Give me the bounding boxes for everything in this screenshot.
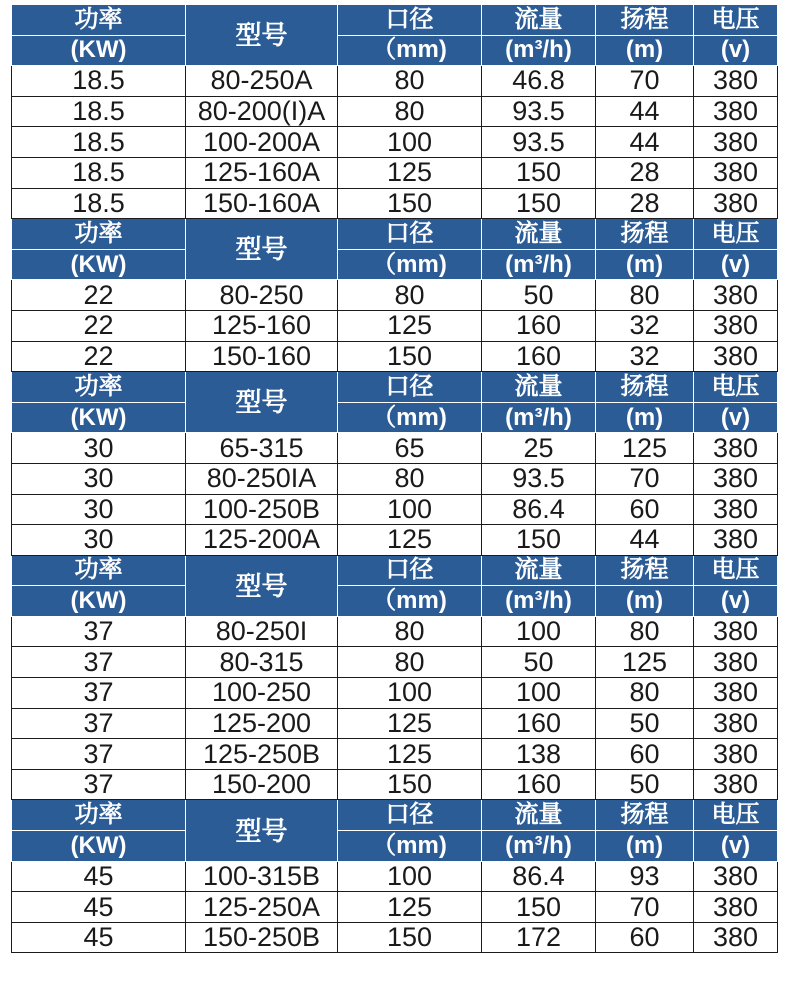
power-header-label: 功率 — [12, 372, 186, 403]
voltage-cell: 380 — [694, 341, 778, 372]
diameter-header-unit: （mm) — [338, 586, 482, 617]
table-row — [12, 892, 778, 923]
power-header-unit: (KW) — [12, 249, 186, 280]
diameter-cell: 80 — [338, 66, 482, 97]
flow-header-unit: (m³/h) — [482, 249, 596, 280]
model-cell: 100-200A — [186, 127, 338, 158]
head-cell: 80 — [596, 280, 694, 311]
power-cell: 37 — [12, 678, 186, 709]
power-header-label: 功率 — [12, 219, 186, 250]
flow-cell: 25 — [482, 433, 596, 464]
head-cell: 60 — [596, 922, 694, 953]
power-cell: 18.5 — [12, 66, 186, 97]
head-cell: 44 — [596, 96, 694, 127]
flow-cell: 150 — [482, 157, 596, 188]
header-row — [12, 219, 778, 250]
diameter-cell: 125 — [338, 310, 482, 341]
head-cell: 70 — [596, 463, 694, 494]
diameter-cell: 125 — [338, 739, 482, 770]
power-cell: 18.5 — [12, 188, 186, 219]
model-cell: 80-250IA — [186, 463, 338, 494]
power-cell: 18.5 — [12, 157, 186, 188]
voltage-cell: 380 — [694, 310, 778, 341]
power-header-unit: (KW) — [12, 35, 186, 66]
table-row — [12, 433, 778, 464]
header-row-units — [12, 249, 778, 280]
flow-cell: 150 — [482, 525, 596, 556]
power-cell: 37 — [12, 616, 186, 647]
table-row — [12, 647, 778, 678]
power-header-unit: (KW) — [12, 831, 186, 862]
voltage-header-unit: (v) — [694, 35, 778, 66]
power-cell: 37 — [12, 647, 186, 678]
table-row — [12, 280, 778, 311]
head-header-unit: (m) — [596, 586, 694, 617]
head-header-label: 扬程 — [596, 5, 694, 36]
table-row — [12, 96, 778, 127]
voltage-cell: 380 — [694, 96, 778, 127]
head-header-unit: (m) — [596, 402, 694, 433]
power-cell: 45 — [12, 922, 186, 953]
header-row-units — [12, 35, 778, 66]
voltage-header-label: 电压 — [694, 372, 778, 403]
table-row — [12, 310, 778, 341]
power-header-unit: (KW) — [12, 402, 186, 433]
head-header-unit: (m) — [596, 35, 694, 66]
head-cell: 80 — [596, 678, 694, 709]
table-row — [12, 188, 778, 219]
power-cell: 30 — [12, 433, 186, 464]
flow-cell: 100 — [482, 616, 596, 647]
table-row — [12, 922, 778, 953]
model-cell: 100-315B — [186, 861, 338, 892]
head-cell: 44 — [596, 525, 694, 556]
flow-header-label: 流量 — [482, 219, 596, 250]
diameter-header-unit: （mm) — [338, 249, 482, 280]
power-header-unit: (KW) — [12, 586, 186, 617]
power-cell: 37 — [12, 739, 186, 770]
diameter-cell: 100 — [338, 678, 482, 709]
flow-cell: 46.8 — [482, 66, 596, 97]
table-row — [12, 127, 778, 158]
flow-cell: 160 — [482, 708, 596, 739]
diameter-cell: 80 — [338, 280, 482, 311]
table-row — [12, 708, 778, 739]
voltage-header-label: 电压 — [694, 219, 778, 250]
flow-header-unit: (m³/h) — [482, 35, 596, 66]
diameter-cell: 80 — [338, 616, 482, 647]
voltage-cell: 380 — [694, 66, 778, 97]
header-row — [12, 5, 778, 36]
model-cell: 80-200(I)A — [186, 96, 338, 127]
voltage-cell: 380 — [694, 127, 778, 158]
voltage-cell: 380 — [694, 739, 778, 770]
head-header-unit: (m) — [596, 249, 694, 280]
model-cell: 65-315 — [186, 433, 338, 464]
power-cell: 37 — [12, 769, 186, 800]
header-row-units — [12, 586, 778, 617]
model-cell: 80-250 — [186, 280, 338, 311]
diameter-header-label: 口径 — [338, 372, 482, 403]
model-header: 型号 — [186, 219, 338, 280]
table-row — [12, 769, 778, 800]
flow-cell: 150 — [482, 188, 596, 219]
voltage-cell: 380 — [694, 647, 778, 678]
voltage-cell: 380 — [694, 678, 778, 709]
flow-cell: 93.5 — [482, 463, 596, 494]
voltage-header-unit: (v) — [694, 586, 778, 617]
flow-cell: 93.5 — [482, 96, 596, 127]
flow-cell: 50 — [482, 647, 596, 678]
diameter-cell: 150 — [338, 341, 482, 372]
head-cell: 80 — [596, 616, 694, 647]
head-header-label: 扬程 — [596, 219, 694, 250]
flow-header-unit: (m³/h) — [482, 402, 596, 433]
power-cell: 30 — [12, 494, 186, 525]
power-header-label: 功率 — [12, 555, 186, 586]
model-header: 型号 — [186, 555, 338, 616]
voltage-header-unit: (v) — [694, 402, 778, 433]
diameter-cell: 100 — [338, 127, 482, 158]
model-cell: 125-160 — [186, 310, 338, 341]
head-header-label: 扬程 — [596, 555, 694, 586]
model-cell: 80-250I — [186, 616, 338, 647]
flow-header-label: 流量 — [482, 555, 596, 586]
power-header-label: 功率 — [12, 5, 186, 36]
flow-cell: 86.4 — [482, 861, 596, 892]
model-cell: 100-250 — [186, 678, 338, 709]
voltage-cell: 380 — [694, 525, 778, 556]
diameter-header-unit: （mm) — [338, 831, 482, 862]
table-row — [12, 678, 778, 709]
voltage-cell: 380 — [694, 861, 778, 892]
voltage-cell: 380 — [694, 708, 778, 739]
head-cell: 32 — [596, 310, 694, 341]
flow-cell: 138 — [482, 739, 596, 770]
diameter-header-label: 口径 — [338, 219, 482, 250]
flow-cell: 160 — [482, 341, 596, 372]
diameter-header-label: 口径 — [338, 5, 482, 36]
model-cell: 125-200A — [186, 525, 338, 556]
power-cell: 45 — [12, 892, 186, 923]
pump-spec-table — [11, 4, 778, 953]
table-row — [12, 463, 778, 494]
header-row-units — [12, 831, 778, 862]
table-row — [12, 861, 778, 892]
flow-cell: 160 — [482, 769, 596, 800]
voltage-header-label: 电压 — [694, 800, 778, 831]
head-cell: 32 — [596, 341, 694, 372]
model-cell: 125-250B — [186, 739, 338, 770]
model-cell: 100-250B — [186, 494, 338, 525]
head-cell: 50 — [596, 769, 694, 800]
diameter-cell: 150 — [338, 188, 482, 219]
head-cell: 50 — [596, 708, 694, 739]
voltage-header-label: 电压 — [694, 5, 778, 36]
voltage-cell: 380 — [694, 769, 778, 800]
diameter-cell: 150 — [338, 922, 482, 953]
header-row — [12, 800, 778, 831]
head-cell: 44 — [596, 127, 694, 158]
model-header: 型号 — [186, 800, 338, 861]
flow-header-label: 流量 — [482, 372, 596, 403]
flow-header-unit: (m³/h) — [482, 831, 596, 862]
model-cell: 125-200 — [186, 708, 338, 739]
head-cell: 70 — [596, 66, 694, 97]
model-header: 型号 — [186, 5, 338, 66]
table-row — [12, 739, 778, 770]
model-header: 型号 — [186, 372, 338, 433]
power-header-label: 功率 — [12, 800, 186, 831]
model-cell: 125-250A — [186, 892, 338, 923]
diameter-header-unit: （mm) — [338, 402, 482, 433]
diameter-cell: 80 — [338, 463, 482, 494]
model-cell: 150-200 — [186, 769, 338, 800]
header-row-units — [12, 402, 778, 433]
head-cell: 93 — [596, 861, 694, 892]
table-row — [12, 66, 778, 97]
model-cell: 80-250A — [186, 66, 338, 97]
head-cell: 125 — [596, 647, 694, 678]
flow-cell: 160 — [482, 310, 596, 341]
power-cell: 22 — [12, 280, 186, 311]
diameter-cell: 80 — [338, 647, 482, 678]
power-cell: 18.5 — [12, 96, 186, 127]
voltage-cell: 380 — [694, 892, 778, 923]
power-cell: 30 — [12, 463, 186, 494]
diameter-cell: 150 — [338, 769, 482, 800]
head-cell: 125 — [596, 433, 694, 464]
flow-cell: 50 — [482, 280, 596, 311]
power-cell: 30 — [12, 525, 186, 556]
voltage-cell: 380 — [694, 157, 778, 188]
head-header-label: 扬程 — [596, 800, 694, 831]
voltage-cell: 380 — [694, 463, 778, 494]
diameter-cell: 125 — [338, 525, 482, 556]
header-row — [12, 555, 778, 586]
power-cell: 18.5 — [12, 127, 186, 158]
diameter-header-label: 口径 — [338, 800, 482, 831]
flow-header-unit: (m³/h) — [482, 586, 596, 617]
model-cell: 125-160A — [186, 157, 338, 188]
table-row — [12, 525, 778, 556]
model-cell: 150-160 — [186, 341, 338, 372]
model-cell: 80-315 — [186, 647, 338, 678]
voltage-header-unit: (v) — [694, 831, 778, 862]
voltage-cell: 380 — [694, 433, 778, 464]
diameter-header-label: 口径 — [338, 555, 482, 586]
power-cell: 37 — [12, 708, 186, 739]
head-cell: 28 — [596, 157, 694, 188]
table-row — [12, 616, 778, 647]
table-row — [12, 494, 778, 525]
head-cell: 60 — [596, 494, 694, 525]
flow-header-label: 流量 — [482, 800, 596, 831]
voltage-cell: 380 — [694, 188, 778, 219]
diameter-header-unit: （mm) — [338, 35, 482, 66]
voltage-header-label: 电压 — [694, 555, 778, 586]
voltage-cell: 380 — [694, 494, 778, 525]
model-cell: 150-250B — [186, 922, 338, 953]
diameter-cell: 80 — [338, 96, 482, 127]
head-cell: 60 — [596, 739, 694, 770]
model-cell: 150-160A — [186, 188, 338, 219]
power-cell: 45 — [12, 861, 186, 892]
head-header-unit: (m) — [596, 831, 694, 862]
table-row — [12, 157, 778, 188]
head-header-label: 扬程 — [596, 372, 694, 403]
header-row — [12, 372, 778, 403]
power-cell: 22 — [12, 341, 186, 372]
voltage-cell: 380 — [694, 616, 778, 647]
flow-cell: 93.5 — [482, 127, 596, 158]
diameter-cell: 65 — [338, 433, 482, 464]
diameter-cell: 125 — [338, 708, 482, 739]
flow-cell: 172 — [482, 922, 596, 953]
head-cell: 28 — [596, 188, 694, 219]
voltage-cell: 380 — [694, 280, 778, 311]
diameter-cell: 100 — [338, 861, 482, 892]
flow-cell: 86.4 — [482, 494, 596, 525]
flow-cell: 100 — [482, 678, 596, 709]
voltage-cell: 380 — [694, 922, 778, 953]
head-cell: 70 — [596, 892, 694, 923]
power-cell: 22 — [12, 310, 186, 341]
flow-cell: 150 — [482, 892, 596, 923]
diameter-cell: 125 — [338, 892, 482, 923]
table-row — [12, 341, 778, 372]
voltage-header-unit: (v) — [694, 249, 778, 280]
flow-header-label: 流量 — [482, 5, 596, 36]
diameter-cell: 100 — [338, 494, 482, 525]
diameter-cell: 125 — [338, 157, 482, 188]
